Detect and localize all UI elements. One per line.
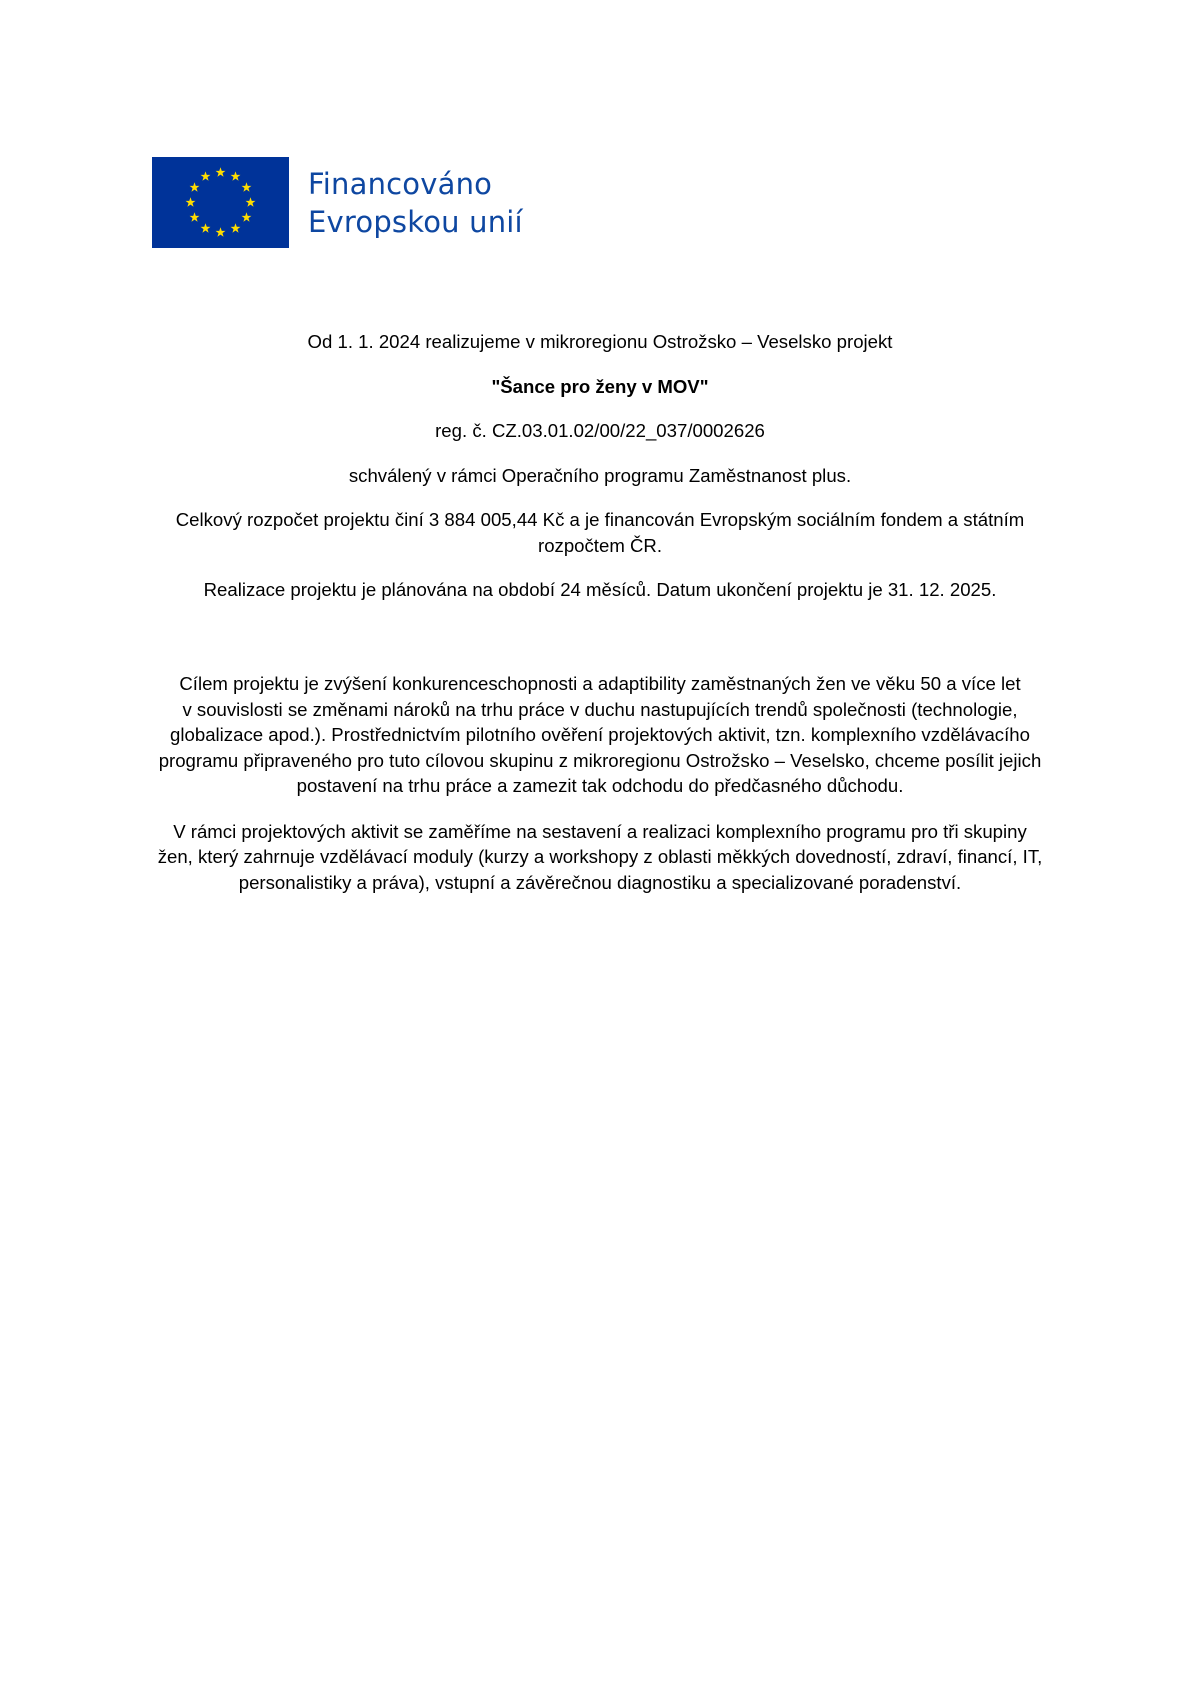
- activities-line: personalistiky a práva), vstupní a závěrečnou diagnostiku a specializované poradenství.: [238, 871, 962, 893]
- goal-paragraph: [140, 671, 1060, 799]
- eu-flag-icon: [152, 157, 289, 248]
- goal-line: postavení na trhu práce a zamezit tak odchodu do předčasného důchodu.: [296, 775, 904, 796]
- project-title: "Šance pro ženy v MOV": [491, 375, 709, 397]
- eu-star: [242, 182, 252, 191]
- eu-star: [201, 223, 211, 232]
- project-description: [140, 671, 1060, 915]
- eu-star: [231, 223, 241, 232]
- activities-line: V rámci projektových aktivit se zaměříme na sestavení a realizaci komplexního programu pro tři skupiny: [173, 820, 1027, 842]
- logo-line-1: Financováno: [308, 166, 493, 201]
- goal-line: programu připraveného pro tuto cílovou skupinu z mikroregionu Ostrožsko – Veselsko, chceme posílit jejich: [158, 749, 1042, 771]
- eu-star: [201, 171, 211, 180]
- program-line: schválený v rámci Operačního programu Zaměstnanost plus.: [348, 464, 852, 486]
- eu-star: [246, 197, 256, 206]
- activities-paragraph: [140, 819, 1060, 896]
- goal-line: v souvislosti se změnami nároků na trhu práce v duchu nastupujících trendů společnosti (technologie,: [182, 698, 1018, 720]
- registration-number: reg. č. CZ.03.01.02/00/22_037/0002626: [435, 420, 765, 441]
- eu-star: [216, 227, 226, 236]
- logo-line-2: Evropskou unií: [308, 204, 523, 239]
- eu-logo: [152, 157, 523, 248]
- eu-star: [231, 171, 241, 180]
- eu-star: [242, 212, 252, 221]
- goal-line: globalizace apod.). Prostřednictvím pilotního ověření projektových aktivit, tzn. komplexního vzdělávacího: [170, 724, 1030, 745]
- budget-line-1: Celkový rozpočet projektu činí 3 884 005,44 Kč a je financován Evropským sociálním fondem a státním: [175, 509, 1025, 530]
- period-line: Realizace projektu je plánována na období 24 měsíců. Datum ukončení projektu je 31. 12. 2025.: [203, 579, 997, 600]
- budget-line-2: rozpočtem ČR.: [538, 534, 662, 556]
- eu-star: [190, 182, 200, 191]
- eu-funding-text: [308, 165, 523, 241]
- project-intro: [140, 329, 1060, 622]
- activities-line: žen, který zahrnuje vzdělávací moduly (kurzy a workshopy z oblasti měkkých dovedností, zdraví, financí, IT,: [157, 846, 1043, 867]
- eu-star: [186, 197, 196, 206]
- eu-star: [216, 167, 226, 176]
- intro-line: Od 1. 1. 2024 realizujeme v mikroregionu Ostrožsko – Veselsko projekt: [307, 331, 893, 352]
- eu-star: [190, 212, 200, 221]
- budget-paragraph: [140, 507, 1060, 558]
- goal-line: Cílem projektu je zvýšení konkurenceschopnosti a adaptibility zaměstnaných žen ve věku 50 a více let: [179, 673, 1021, 694]
